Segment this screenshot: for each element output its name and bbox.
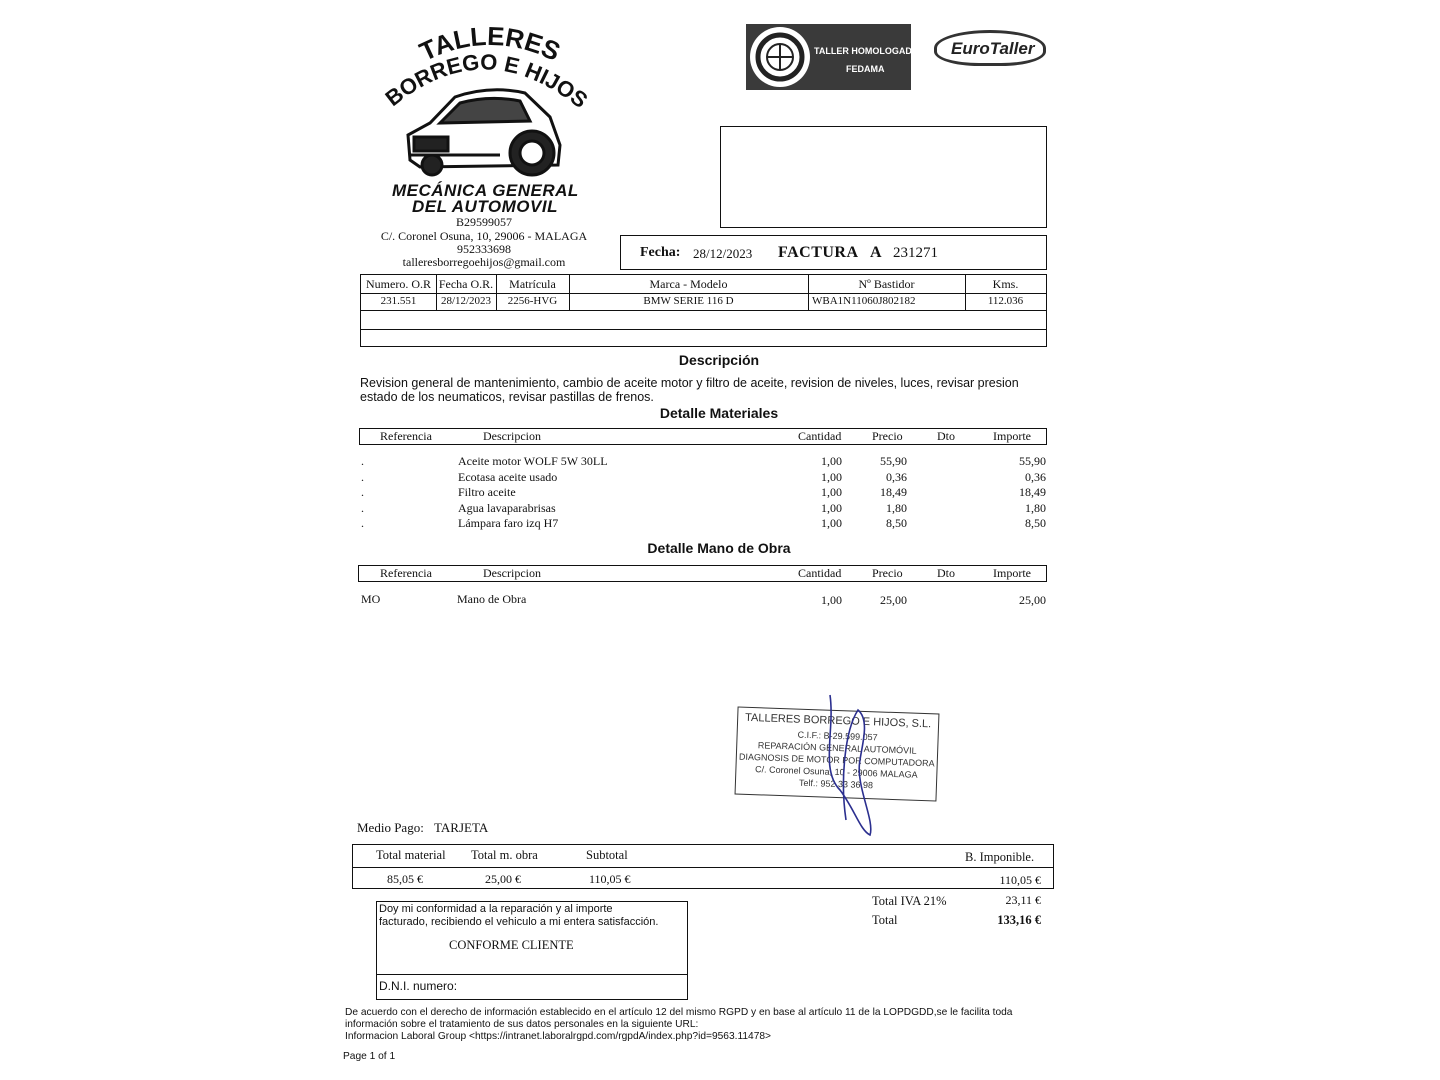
row-precio: 0,36 <box>886 469 907 484</box>
factura-label: FACTURA <box>778 244 859 261</box>
row-cant: 1,00 <box>821 500 842 515</box>
descripcion-line1: Revision general de mantenimiento, cambio de aceite motor y filtro de aceite, revision de niveles, luces, revisar presion <box>360 376 1019 390</box>
subtotal-label: Subtotal <box>586 848 628 862</box>
row-cant: 1,00 <box>821 593 842 607</box>
legal-line2: información sobre el tratamiento de sus datos personales en la siguiente URL: <box>345 1019 699 1030</box>
mano-obra-header <box>358 565 1047 582</box>
vehicle-header-bastidor: Nº Bastidor <box>858 277 915 291</box>
base-label: B. Imponible. <box>965 850 1035 864</box>
company-cif: B29599057 <box>455 215 512 229</box>
stamp-line3: REPARACIÓN GENERAL AUTOMÓVIL <box>757 740 917 756</box>
table-row <box>359 454 1047 469</box>
fedama-badge <box>746 24 919 90</box>
row-importe: 18,49 <box>1019 485 1046 499</box>
table-row <box>359 516 1047 531</box>
row-ref: . <box>361 500 364 515</box>
stamp-line5: C/. Coronel Osuna, 10 - 29006 MALAGA <box>754 764 918 780</box>
row-precio: 25,00 <box>880 593 907 607</box>
pago-value: TARJETA <box>434 820 489 835</box>
stamp-line6: Telf.: 952 33 36 98 <box>798 777 874 791</box>
logo-arc-bottom: BORREGO E HIJOS <box>380 49 593 113</box>
eurotaller-logo <box>934 30 1046 66</box>
table-row <box>359 485 1047 500</box>
row-importe: 8,50 <box>1025 516 1046 530</box>
materiales-header-precio: Precio <box>872 429 903 443</box>
row-desc: Lámpara faro izq H7 <box>458 516 559 530</box>
stamp-line4: DIAGNOSIS DE MOTOR POR COMPUTADORA <box>738 751 935 769</box>
total-mobra-value: 25,00 € <box>485 872 521 886</box>
materiales-header-cant: Cantidad <box>798 429 842 443</box>
stamp-line1: TALLERES BORREGO E HIJOS, S.L. <box>744 711 932 731</box>
legal-line3: Informacion Laboral Group <https://intranet.laboralrgpd.com/rgpdA/index.php?id=9563.11478> <box>345 1031 771 1042</box>
row-ref: MO <box>361 592 381 606</box>
row-cant: 1,00 <box>821 485 842 499</box>
dni-label: D.N.I. numero: <box>379 979 458 993</box>
company-phone: 952333698 <box>457 242 511 256</box>
vehicle-bastidor-value: WBA1N11060J802182 <box>812 295 916 307</box>
materiales-rows <box>359 454 1047 534</box>
row-precio: 18,49 <box>880 485 907 499</box>
mano-obra-header-dto: Dto <box>937 566 955 580</box>
company-tagline-1: MECÁNICA GENERAL <box>392 181 579 200</box>
vehicle-header-matricula: Matrícula <box>509 277 556 291</box>
vehicle-table <box>360 274 1047 347</box>
row-precio: 8,50 <box>886 516 907 530</box>
mano-obra-header-desc: Descripcion <box>483 566 541 580</box>
materiales-header-importe: Importe <box>993 429 1031 443</box>
conformidad-box <box>376 901 688 1000</box>
row-cant: 1,00 <box>821 454 842 468</box>
car-icon <box>408 90 560 175</box>
row-desc: Mano de Obra <box>457 592 527 606</box>
stamp-line2: C.I.F.: B-29.599.057 <box>797 729 878 743</box>
mano-obra-header-precio: Precio <box>872 566 903 580</box>
total-mobra-label: Total m. obra <box>471 848 538 862</box>
table-row <box>359 470 1047 485</box>
client-address-box <box>720 126 1047 228</box>
total-material-label: Total material <box>376 848 446 862</box>
base-value: 110,05 € <box>999 873 1041 887</box>
iva-label: Total IVA 21% <box>872 894 947 908</box>
company-address: C/. Coronel Osuna, 10, 29006 - MALAGA <box>380 229 588 243</box>
conforme-cliente: CONFORME CLIENTE <box>449 938 574 952</box>
materiales-header-dto: Dto <box>937 429 955 443</box>
iva-value: 23,11 € <box>1005 893 1041 907</box>
row-precio: 55,90 <box>880 454 907 468</box>
factura-numero: 231271 <box>893 245 938 261</box>
row-importe: 0,36 <box>1025 469 1046 484</box>
fedama-line1: TALLER HOMOLOGADO <box>814 46 919 56</box>
total-label: Total <box>872 913 898 927</box>
vehicle-header-fecha: Fecha O.R. <box>438 277 494 291</box>
row-desc: Agua lavaparabrisas <box>458 500 556 515</box>
conformidad-line1: Doy mi conformidad a la reparación y al importe <box>379 903 613 915</box>
vehicle-header-marca: Marca - Modelo <box>649 277 728 291</box>
signature-icon <box>800 690 900 840</box>
vehicle-header-kms: Kms. <box>992 277 1019 291</box>
vehicle-matricula-value: 2256-HVG <box>507 295 558 307</box>
row-importe: 55,90 <box>1019 454 1046 468</box>
company-email: talleresborregoehijos@gmail.com <box>402 255 566 269</box>
row-ref: . <box>361 469 364 484</box>
fedama-line2: FEDAMA <box>846 64 885 74</box>
descripcion-title: Descripción <box>678 352 760 368</box>
total-material-value: 85,05 € <box>387 872 423 886</box>
row-desc: Filtro aceite <box>458 485 516 499</box>
row-importe: 25,00 <box>1019 593 1046 607</box>
materiales-title: Detalle Materiales <box>659 405 779 421</box>
legal-line1: De acuerdo con el derecho de información establecido en el artículo 12 del mismo RGPD y en base al artículo 11 de la LOPDGDD,se le facilita toda <box>345 1007 1013 1018</box>
vehicle-marca-value: BMW SERIE 116 D <box>643 295 734 307</box>
materiales-header <box>359 428 1047 445</box>
conformidad-line2: facturado, recibiendo el vehiculo a mi entera satisfacción. <box>379 916 659 928</box>
row-desc: Ecotasa aceite usado <box>458 469 558 484</box>
row-importe: 1,80 <box>1025 500 1046 515</box>
vehicle-kms-value: 112.036 <box>987 295 1024 307</box>
row-ref: . <box>361 516 364 530</box>
mano-obra-header-ref: Referencia <box>380 566 432 580</box>
eurotaller-text: EuroTaller <box>951 39 1035 58</box>
company-logo <box>380 25 600 185</box>
row-precio: 1,80 <box>886 500 907 515</box>
total-value: 133,16 € <box>997 913 1041 927</box>
mano-obra-header-importe: Importe <box>993 566 1031 580</box>
factura-serie: A <box>870 244 882 261</box>
vehicle-fecha-value: 28/12/2023 <box>440 295 492 307</box>
fedama-wheel-icon <box>750 27 810 87</box>
row-desc: Aceite motor WOLF 5W 30LL <box>458 454 608 468</box>
mano-obra-title: Detalle Mano de Obra <box>647 540 791 556</box>
mano-obra-header-cant: Cantidad <box>798 566 842 580</box>
descripcion-line2: estado de los neumaticos, revisar pastillas de frenos. <box>360 390 654 404</box>
materiales-header-ref: Referencia <box>380 429 432 443</box>
fecha-label: Fecha: <box>640 245 681 260</box>
vehicle-or-value: 231.551 <box>380 295 417 307</box>
invoice-header-box <box>620 235 1047 270</box>
vehicle-header-or: Numero. O.R <box>366 277 431 291</box>
logo-graphic <box>380 25 600 185</box>
table-row <box>359 501 1047 516</box>
materiales-header-desc: Descripcion <box>483 429 541 443</box>
logo-arc-top: TALLERES <box>414 25 565 67</box>
subtotal-value: 110,05 € <box>589 872 631 886</box>
row-cant: 1,00 <box>821 516 842 530</box>
totales-box <box>352 844 1054 889</box>
pago-label: Medio Pago: <box>357 820 424 835</box>
row-cant: 1,00 <box>821 469 842 484</box>
fecha-value: 28/12/2023 <box>693 246 753 261</box>
company-tagline-2: DEL AUTOMOVIL <box>412 197 558 216</box>
page-number: Page 1 of 1 <box>343 1051 396 1062</box>
row-ref: . <box>361 454 364 468</box>
table-row <box>359 592 1047 608</box>
row-ref: . <box>361 485 364 499</box>
